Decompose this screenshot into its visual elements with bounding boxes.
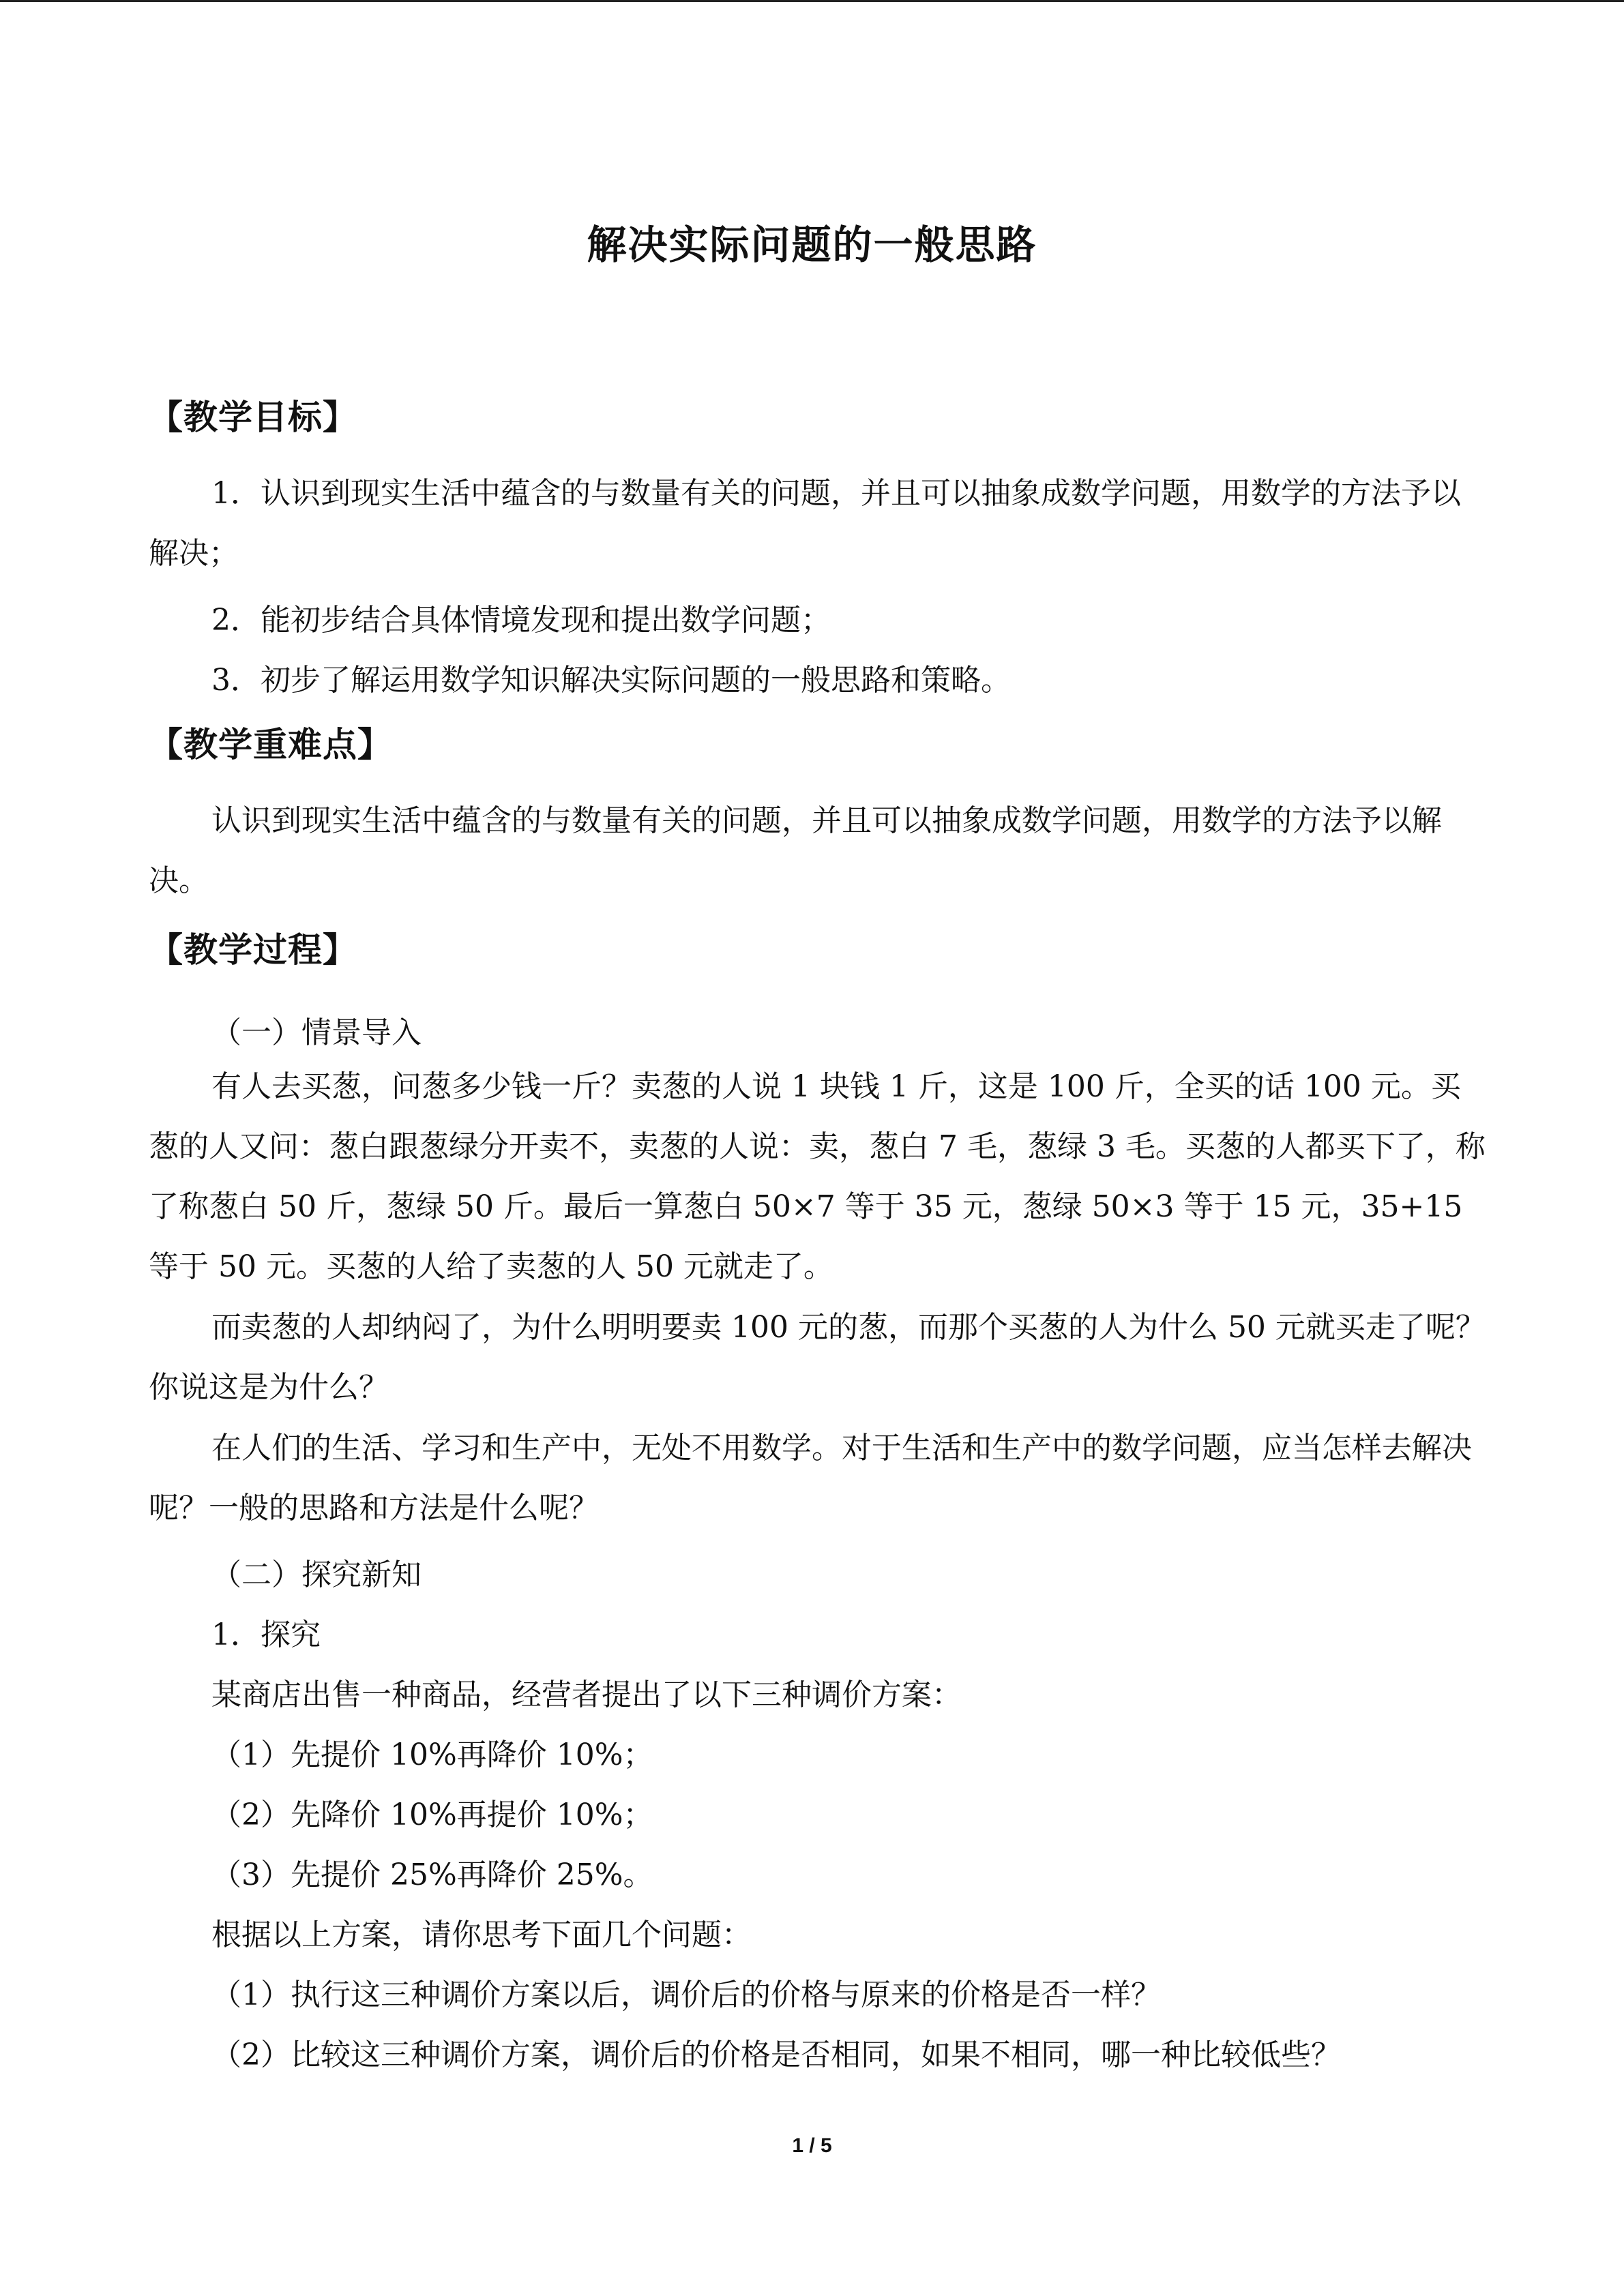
process-heading: 【教学过程】 — [149, 929, 357, 970]
intro-label: （一）情景导入 — [211, 1015, 422, 1050]
shop-intro: 某商店出售一种商品，经营者提出了以下三种调价方案： — [211, 1678, 962, 1712]
goal-1: 1．认识到现实生活中蕴含的与数量有关的问题，并且可以抽象成数学问题，用数学的方法予以解决； — [149, 476, 1461, 571]
plan-1: （1）先提价 10%再降价 10%； — [211, 1738, 653, 1772]
question-1: （1）执行这三种调价方案以后，调价后的价格与原来的价格是否一样？ — [211, 1978, 1161, 2012]
document-title: 解决实际问题的一般思路 — [587, 222, 1037, 268]
think-intro: 根据以上方案，请你思考下面几个问题： — [211, 1918, 752, 1952]
key-points-text: 认识到现实生活中蕴含的与数量有关的问题，并且可以抽象成数学问题，用数学的方法予以解决。 — [149, 803, 1442, 898]
plan-3: （3）先提价 25%再降价 25%。 — [211, 1858, 653, 1892]
story-paragraph-1: 有人去买葱，问葱多少钱一斤？卖葱的人说 1 块钱 1 斤，这是 100 斤，全买的话 100 元。买葱的人又问：葱白跟葱绿分开卖不，卖葱的人说：卖，葱白 7 毛，葱绿 3 毛。买葱的人都买下了，称了称葱白 50 斤，葱绿 50 斤。最后一算葱白 50×7 等于 35 元，葱绿 50×3 等于 15 元，35+15 等于 50 元。买葱的人给了卖葱的人 50 元就走了。 — [149, 1069, 1486, 1284]
explore-label: （二）探究新知 — [211, 1557, 422, 1592]
goals-heading: 【教学目标】 — [149, 397, 357, 437]
goal-3: 3．初步了解运用数学知识解决实际问题的一般思路和策略。 — [211, 663, 1011, 698]
top-border — [0, 0, 1624, 2]
question-2: （2）比较这三种调价方案，调价后的价格是否相同，如果不相同，哪一种比较低些？ — [211, 2038, 1341, 2072]
explore-step-1: 1．探究 — [211, 1617, 321, 1652]
key-points-heading: 【教学重难点】 — [149, 724, 392, 764]
plan-2: （2）先降价 10%再提价 10%； — [211, 1798, 653, 1832]
goal-2: 2．能初步结合具体情境发现和提出数学问题； — [211, 603, 831, 638]
story-paragraph-3: 在人们的生活、学习和生产中，无处不用数学。对于生活和生产中的数学问题，应当怎样去解决呢？一般的思路和方法是什么呢？ — [149, 1431, 1472, 1525]
page-number: 1 / 5 — [792, 2134, 832, 2157]
story-paragraph-2: 而卖葱的人却纳闷了，为什么明明要卖 100 元的葱，而那个买葱的人为什么 50 元就买走了呢？你说这是为什么？ — [149, 1310, 1486, 1405]
